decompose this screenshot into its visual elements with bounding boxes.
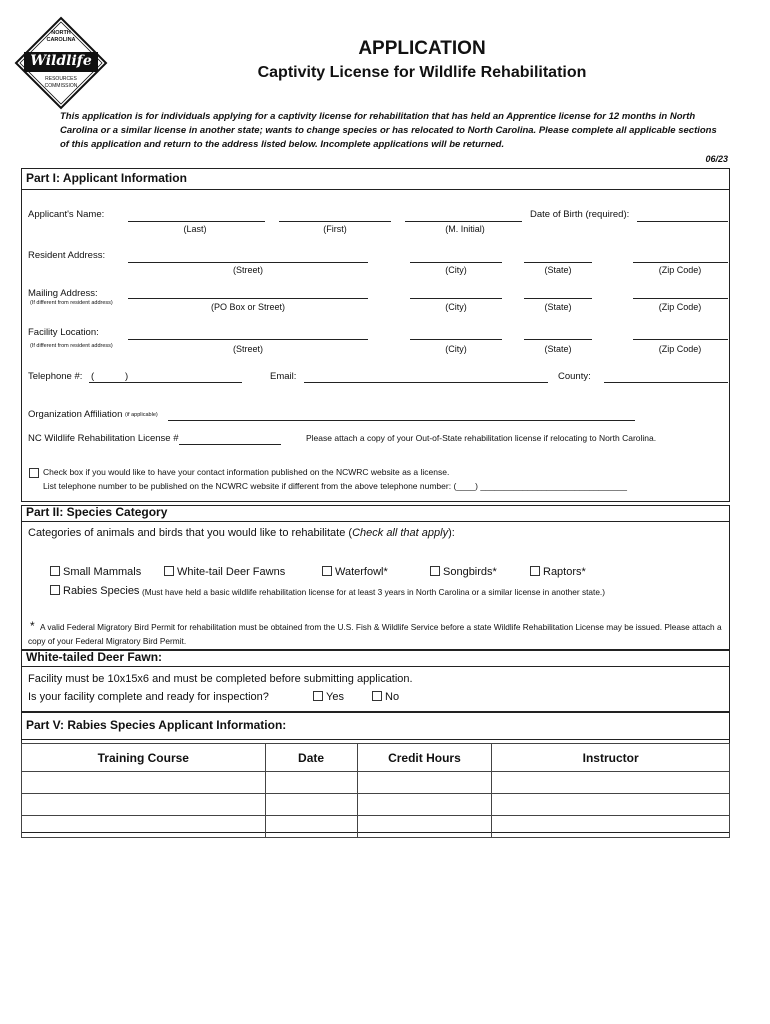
intro-text: This application is for individuals applying for a captivity license for rehabilitation that has held an Apprentice license for 12 months in North Carolina or a similar license in another state; wants to change species or has relocated to North Carolina. Please complete all applicable sections of this application and return to the address listed below. Incomplete applications will be returned. — [60, 111, 717, 150]
if-applicable-note: (if applicable) — [125, 412, 158, 418]
small-mammals-checkbox[interactable] — [50, 566, 60, 576]
logo-top-text: NORTH CAROLINA — [46, 30, 76, 43]
last-name-field[interactable] — [128, 221, 265, 222]
resident-city-sublabel: (City) — [445, 265, 467, 275]
facility-zip-field[interactable] — [633, 339, 728, 340]
facility-if-different-note: (If different from resident address) — [30, 343, 113, 349]
option-rabies-species[interactable]: Rabies Species — [50, 585, 139, 597]
table-cell[interactable] — [357, 794, 492, 816]
resident-state-sublabel: (State) — [544, 265, 572, 275]
col-instructor: Instructor — [492, 744, 730, 772]
mailing-state-field[interactable] — [524, 298, 592, 299]
applicant-name-label: Applicant's Name: — [28, 209, 105, 220]
table-row — [22, 816, 730, 838]
table-cell[interactable] — [22, 816, 266, 838]
facility-state-sublabel: (State) — [544, 344, 572, 354]
table-cell[interactable] — [357, 772, 492, 794]
facility-street-field[interactable] — [128, 339, 368, 340]
col-credit-hours: Credit Hours — [357, 744, 492, 772]
publish-contact-text: Check box if you would like to have your contact information published on the NCWRC website as a license. — [43, 467, 450, 477]
nc-license-label: NC Wildlife Rehabilitation License # — [28, 433, 179, 444]
logo-bottom-text: RESOURCES COMMISSION — [44, 76, 78, 89]
rabies-note: (Must have held a basic wildlife rehabilitation license for at least 3 years in North Carolina or a similar license in another state.) — [142, 587, 606, 597]
mailing-city-sublabel: (City) — [445, 302, 467, 312]
resident-zip-field[interactable] — [633, 262, 728, 263]
species-prompt-pre: Categories of animals and birds that you would like to rehabilitate ( — [28, 527, 353, 539]
middle-initial-field[interactable] — [405, 221, 522, 222]
table-cell[interactable] — [22, 794, 266, 816]
table-cell[interactable] — [265, 816, 357, 838]
part5-title: Part V: Rabies Species Applicant Information: — [21, 712, 730, 740]
songbirds-checkbox[interactable] — [430, 566, 440, 576]
fawn-inspection-question: Is your facility complete and ready for inspection? — [28, 691, 269, 703]
telephone-paren-close: ) — [125, 371, 129, 382]
species-prompt-post: ): — [448, 527, 455, 539]
fawn-yes-checkbox[interactable] — [313, 691, 323, 701]
email-field[interactable] — [304, 382, 548, 383]
telephone-paren-open: ( — [91, 371, 95, 382]
footnote-star: * — [30, 619, 35, 633]
organization-field[interactable] — [168, 420, 635, 421]
part1-title: Part I: Applicant Information — [21, 168, 730, 190]
resident-state-field[interactable] — [524, 262, 592, 263]
mi-sublabel: (M. Initial) — [445, 224, 485, 234]
mailing-state-sublabel: (State) — [544, 302, 572, 312]
mailing-zip-field[interactable] — [633, 298, 728, 299]
logo-script-text: Wildlife — [30, 53, 92, 69]
organization-label: Organization Affiliation — [28, 409, 123, 420]
training-course-table — [21, 743, 730, 838]
table-cell[interactable] — [265, 794, 357, 816]
facility-street-sublabel: (Street) — [232, 344, 263, 354]
first-name-field[interactable] — [279, 221, 391, 222]
first-sublabel: (First) — [323, 224, 347, 234]
out-of-state-note: Please attach a copy of your Out-of-State rehabilitation license if relocating to North Carolina. — [306, 433, 657, 443]
dob-field[interactable] — [637, 221, 728, 222]
resident-address-label: Resident Address: — [28, 250, 106, 261]
nc-license-field[interactable] — [179, 444, 281, 445]
option-small-mammals[interactable]: Small Mammals — [50, 566, 141, 578]
resident-street-field[interactable] — [128, 262, 368, 263]
county-label: County: — [558, 371, 591, 382]
mailing-zip-sublabel: (Zip Code) — [658, 302, 702, 312]
species-prompt-italic: Check all that apply — [352, 527, 449, 539]
publish-contact-checkbox[interactable] — [29, 468, 39, 478]
option-raptors[interactable]: Raptors* — [530, 566, 586, 578]
mailing-address-label: Mailing Address: — [28, 288, 98, 299]
fawn-no-checkbox[interactable] — [372, 691, 382, 701]
mailing-pobox-sublabel: (PO Box or Street) — [210, 302, 286, 312]
option-deer-fawns[interactable]: White-tail Deer Fawns — [164, 566, 285, 578]
fawn-title: White-tailed Deer Fawn: — [21, 650, 730, 667]
table-cell[interactable] — [492, 772, 730, 794]
fawn-facility-requirement: Facility must be 10x15x6 and must be completed before submitting application. — [28, 673, 413, 685]
dob-label: Date of Birth (required): — [530, 209, 630, 220]
table-header-row — [22, 744, 730, 772]
facility-state-field[interactable] — [524, 339, 592, 340]
page-subtitle: Captivity License for Wildlife Rehabilitation — [257, 64, 587, 81]
ncwrc-logo — [14, 16, 108, 110]
email-label: Email: — [270, 371, 297, 382]
mailing-street-field[interactable] — [128, 298, 368, 299]
form-date: 06/23 — [705, 154, 728, 164]
fawn-no-option[interactable]: No — [372, 691, 399, 703]
raptors-checkbox[interactable] — [530, 566, 540, 576]
telephone-field[interactable] — [89, 382, 242, 383]
last-sublabel: (Last) — [183, 224, 207, 234]
mailing-if-different-note: (If different from resident address) — [30, 300, 113, 306]
telephone-label: Telephone #: — [28, 371, 83, 382]
rabies-species-checkbox[interactable] — [50, 585, 60, 595]
table-cell[interactable] — [492, 816, 730, 838]
publish-telephone-text: List telephone number to be published on the NCWRC website if different from the above telephone number: (____) _______________________________ — [43, 481, 627, 491]
deer-fawns-checkbox[interactable] — [164, 566, 174, 576]
resident-zip-sublabel: (Zip Code) — [658, 265, 702, 275]
table-cell[interactable] — [357, 816, 492, 838]
migratory-bird-footnote: A valid Federal Migratory Bird Permit for rehabilitation must be obtained from the U.S. Fish & Wildlife Service before a state Wildlife Rehabilitation License may be issued. Please attach a copy of your Federal Migratory Bird Permit. — [28, 622, 722, 646]
facility-city-sublabel: (City) — [445, 344, 467, 354]
resident-city-field[interactable] — [410, 262, 502, 263]
table-row — [22, 794, 730, 816]
mailing-city-field[interactable] — [410, 298, 502, 299]
facility-zip-sublabel: (Zip Code) — [658, 344, 702, 354]
species-prompt — [28, 527, 455, 539]
facility-city-field[interactable] — [410, 339, 502, 340]
col-date: Date — [265, 744, 357, 772]
resident-street-sublabel: (Street) — [232, 265, 263, 275]
table-cell[interactable] — [492, 794, 730, 816]
table-cell[interactable] — [22, 772, 266, 794]
page-title: APPLICATION — [358, 38, 486, 59]
table-cell[interactable] — [265, 772, 357, 794]
option-songbirds[interactable]: Songbirds* — [430, 566, 497, 578]
col-training-course: Training Course — [22, 744, 266, 772]
table-row — [22, 772, 730, 794]
facility-location-label: Facility Location: — [28, 327, 99, 338]
waterfowl-checkbox[interactable] — [322, 566, 332, 576]
fawn-yes-option[interactable]: Yes — [313, 691, 344, 703]
county-field[interactable] — [604, 382, 728, 383]
part2-title: Part II: Species Category — [21, 505, 730, 522]
option-waterfowl[interactable]: Waterfowl* — [322, 566, 388, 578]
